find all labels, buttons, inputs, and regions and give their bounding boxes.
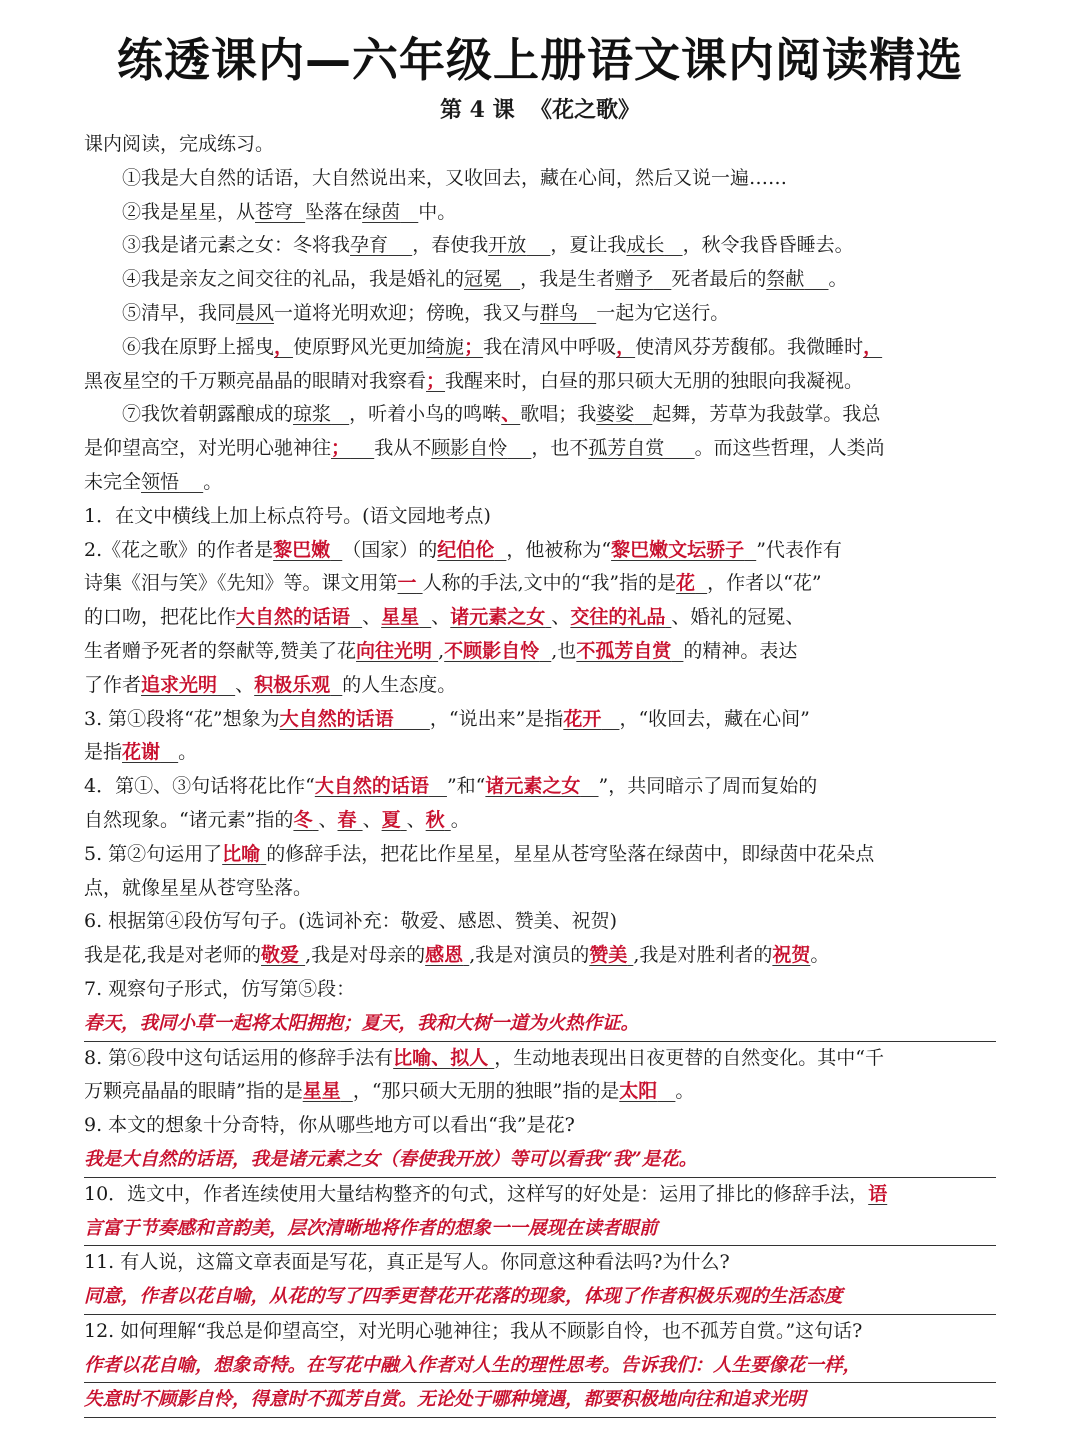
question-12-answer-line1: 作者以花自喻，想象奇特。在写花中融入作者对人生的理性思考。告诉我们：人生要像花一样， — [84, 1349, 996, 1384]
punct-answer: ； — [464, 335, 484, 358]
lesson-name: 《花之歌》 — [529, 97, 640, 123]
passage-p3: ③我是诸元素之女：冬将我孕育 ，春使我开放 ，夏让我成长 ，秋令我昏昏睡去。 — [122, 234, 854, 257]
blank: 顾影自怜 — [431, 437, 508, 460]
punct-answer: ； — [331, 437, 351, 460]
instruction: 课内阅读，完成练习。 — [84, 133, 275, 155]
punct-answer: ， — [616, 335, 636, 358]
blank: 开放 — [488, 234, 527, 257]
question-4-line2: 自然现象。“诸元素”指的冬 、春 、夏 、秋 。 — [84, 808, 470, 831]
question-2-line1: 2.《花之歌》的作者是黎巴嫩 （国家）的纪伯伦 ，他被称为“黎巴嫩文坛骄子 ”代表作有 — [84, 538, 842, 561]
blank: 赠予 — [615, 268, 654, 291]
question-6-prompt: 6. 根据第④段仿写句子。(选词补充：敬爱、感恩、赞美、祝贺) — [84, 910, 617, 933]
question-2-line2: 诗集《泪与笑》《先知》等。课文用第一 人称的手法,文中的“我”指的是花 ，作者以“花” — [84, 572, 822, 595]
blank: 成长 — [626, 234, 665, 257]
question-1: 1．在文中横线上加上标点符号。(语文园地考点) — [84, 504, 491, 527]
punct-answer: ， — [863, 335, 883, 358]
blank: 婆娑 — [596, 403, 635, 426]
page-title: 练透课内—六年级上册语文课内阅读精选 — [117, 33, 963, 87]
passage-p7a: ⑦我饮着朝露酿成的琼浆 ，听着小鸟的鸣啭、歌唱；我婆娑 起舞，芳草为我鼓掌。我总 — [122, 403, 881, 426]
question-5-line1: 5. 第②句运用了比喻 的修辞手法，把花比作星星，星星从苍穹坠落在绿茵中，即绿茵中花朵点 — [84, 842, 875, 865]
question-12-prompt: 12. 如何理解“我总是仰望高空，对光明心驰神往；我从不顾影自怜，也不孤芳自赏。”这句话? — [84, 1319, 863, 1342]
blank: 领悟 — [141, 470, 180, 493]
blank: 群鸟 — [540, 301, 579, 324]
question-5-line2: 点，就像星星从苍穹坠落。 — [84, 876, 313, 899]
question-7-prompt: 7. 观察句子形式，仿写第⑤段： — [84, 977, 356, 1000]
lesson-heading — [84, 92, 996, 128]
punct-answer: 、 — [501, 403, 521, 426]
question-7-answer: 春天，我同小草一起将太阳拥抱；夏天，我和大树一道为火热作证。 — [84, 1007, 996, 1042]
passage-p4: ④我是亲友之间交往的礼品，我是婚礼的冠冕 ，我是生者赠予 死者最后的祭献 。 — [122, 268, 848, 291]
question-11-answer: 同意，作者以花自喻，从花的写了四季更替花开花落的现象，体现了作者积极乐观的生活态度 — [84, 1280, 996, 1315]
question-10-prompt: 10．选文中，作者连续使用大量结构整齐的句式，这样写的好处是：运用了排比的修辞手法，语 — [84, 1182, 888, 1205]
question-9-answer: 我是大自然的话语，我是诸元素之女（春使我开放）等可以看我“我”是花。 — [84, 1143, 996, 1178]
passage-p6a: ⑥我在原野上摇曳，使原野风光更加绮旎；我在清风中呼吸，使清风芬芳馥郁。我微睡时， — [122, 335, 883, 358]
question-8-line2: 万颗亮晶晶的眼睛”指的是星星 ，“那只硕大无朋的独眼”指的是太阳 。 — [84, 1080, 695, 1103]
passage-p2: ②我是星星，从苍穹 坠落在绿茵 中。 — [122, 200, 457, 223]
passage-p6b: 黑夜星空的千万颗亮晶晶的眼睛对我察看；我醒来时，白昼的那只硕大无朋的独眼向我凝视。 — [84, 369, 864, 392]
question-2-line5: 了作者追求光明 、积极乐观 的人生态度。 — [84, 673, 457, 696]
question-10-answer: 言富于节奏感和音韵美，层次清晰地将作者的想象一一展现在读者眼前 — [84, 1212, 996, 1247]
question-3-line2: 是指花谢 。 — [84, 741, 198, 764]
question-9-prompt: 9. 本文的想象十分奇特，你从哪些地方可以看出“我”是花? — [84, 1114, 575, 1137]
punct-answer: ， — [274, 335, 294, 358]
question-6-answer: 我是花,我是对老师的敬爱 ,我是对母亲的感恩 ,我是对演员的赞美 ,我是对胜利者的祝贺。 — [84, 944, 830, 967]
question-12-answer-line2: 失意时不顾影自怜，得意时不孤芳自赏。无论处于哪种境遇，都要积极地向往和追求光明 — [84, 1383, 996, 1418]
question-11-prompt: 11. 有人说，这篇文章表面是写花，真正是写人。你同意这种看法吗?为什么? — [84, 1251, 730, 1274]
question-3-line1: 3. 第①段将“花”想象为大自然的话语 ，“说出来”是指花开 ，“收回去，藏在心间” — [84, 707, 810, 730]
blank: 琼浆 — [293, 403, 332, 426]
punct-answer: ； — [426, 369, 446, 392]
passage-p1: ①我是大自然的话语，大自然说出来，又收回去，藏在心间，然后又说一遍…… — [122, 166, 788, 189]
question-4-line1: 4．第①、③句话将花比作“大自然的话语 ”和“诸元素之女 ”，共同暗示了周而复始的 — [84, 775, 818, 798]
question-2-line4: 生者赠予死者的祭献等,赞美了花向往光明 ,不顾影自怜 ,也不孤芳自赏 的精神。表达 — [84, 639, 798, 662]
question-2-line3: 的口吻，把花比作大自然的话语 、星星 、诸元素之女 、交往的礼品 、婚礼的冠冕、 — [84, 606, 805, 629]
passage-p5: ⑤清早，我同晨风一道将光明欢迎；傍晚，我又与群鸟 一起为它送行。 — [122, 301, 730, 324]
question-8-line1: 8. 第⑥段中这句话运用的修辞手法有比喻、拟人 ，生动地表现出日夜更替的自然变化。其中“千 — [84, 1046, 884, 1069]
blank: 孤芳自赏 — [588, 437, 665, 460]
blank: 孕育 — [350, 234, 389, 257]
blank: 晨风 — [236, 301, 275, 324]
blank: 绿茵 — [362, 200, 401, 223]
blank: 祭献 — [766, 268, 805, 291]
passage-p7b: 是仰望高空，对光明心驰神往； 我从不顾影自怜 ，也不孤芳自赏 。而这些哲理，人类尚 — [84, 437, 885, 460]
lesson-number: 第 4 课 — [440, 97, 515, 123]
blank: 苍穹 — [255, 200, 294, 223]
passage-p7c: 未完全领悟 。 — [84, 470, 223, 493]
blank: 冠冕 — [464, 268, 503, 291]
